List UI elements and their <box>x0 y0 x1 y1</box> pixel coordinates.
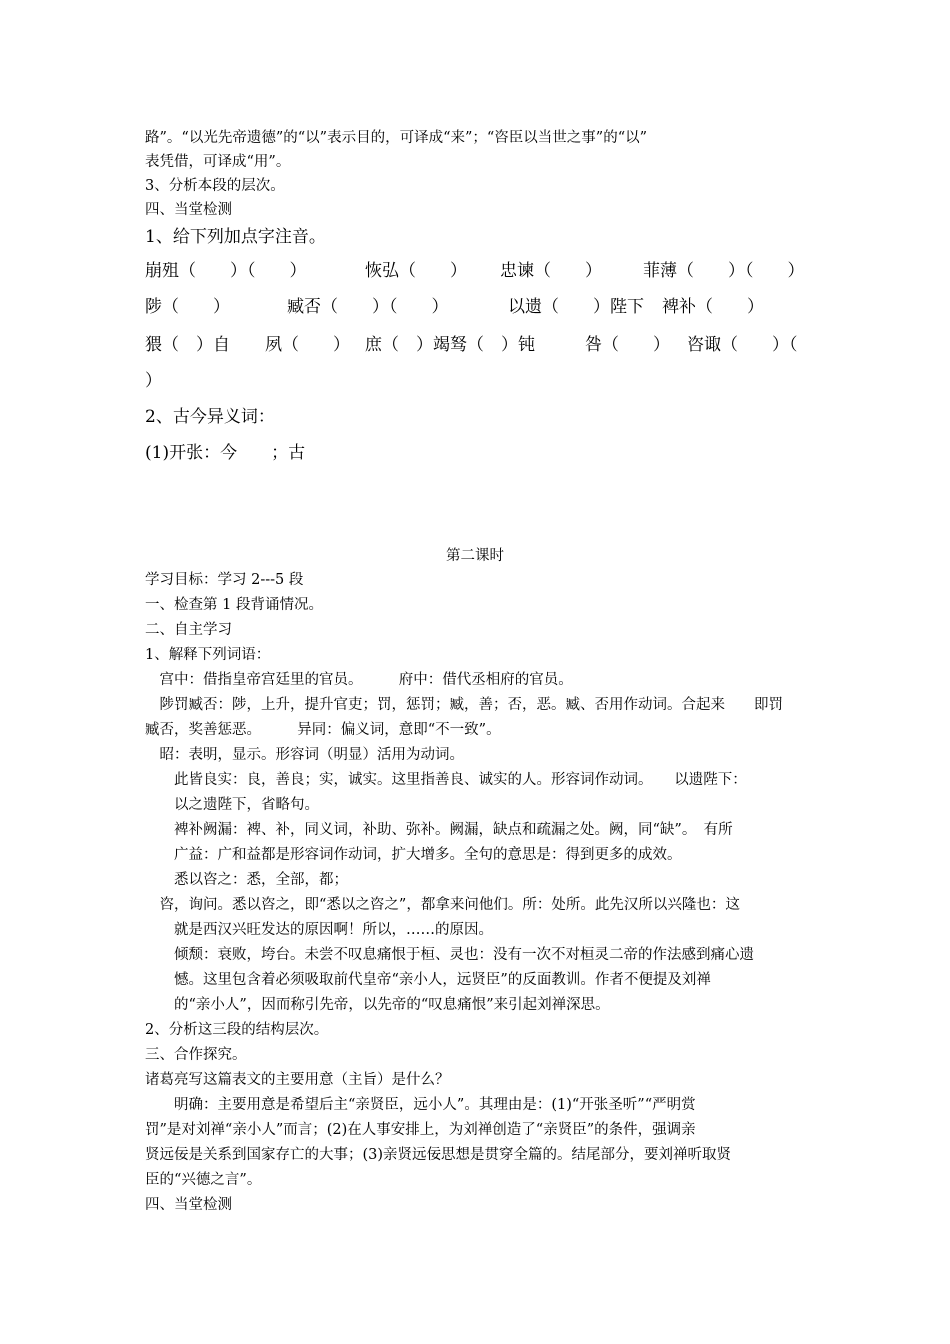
text-line: 臧否，奖善惩恶。 异同：偏义词，意即“不一致”。 <box>145 722 501 738</box>
text-line: 四、当堂检测 <box>145 1197 232 1213</box>
text-line: 四、当堂检测 <box>145 202 232 218</box>
pinyin-item: 夙（ ） <box>265 335 350 355</box>
pinyin-row-3 <box>145 330 805 360</box>
text-line: 三、合作探究。 <box>145 1047 247 1063</box>
question-title: 2、古今异义词： <box>145 407 275 427</box>
text-line: 宫中：借指皇帝宫廷里的官员。 府中：借代丞相府的官员。 <box>145 672 573 688</box>
pinyin-item: 菲薄（ ）（ ） <box>643 261 805 281</box>
pinyin-item: 猥（ ）自 <box>145 335 230 355</box>
pinyin-row-1 <box>145 256 805 286</box>
pinyin-item: 裨补（ ） <box>662 297 764 317</box>
question-item: (1)开张：今 ；古 <box>145 443 306 463</box>
pinyin-item: 臧否（ ）（ ） <box>287 297 449 317</box>
pinyin-item: 咎（ ） <box>585 335 670 355</box>
text-line: 憾。这里包含着必须吸取前代皇帝“亲小人，远贤臣”的反面教训。作者不便提及刘禅 <box>145 972 711 988</box>
text-line: 1、解释下列词语： <box>145 647 271 663</box>
text-line: 诸葛亮写这篇表文的主要用意（主旨）是什么？ <box>145 1072 450 1088</box>
text-line: 3、分析本段的层次。 <box>145 178 285 194</box>
text-line: 昭：表明，显示。形容词（明显）活用为动词。 <box>145 747 464 763</box>
text-line: 2、分析这三段的结构层次。 <box>145 1022 329 1038</box>
text-line: 陟罚臧否：陟，上升，提升官吏；罚，惩罚；臧，善；否，恶。臧、否用作动词。合起来 即罚 <box>145 697 783 713</box>
section-title: 第二课时 <box>446 548 504 564</box>
pinyin-item: 咨诹（ ）（ <box>687 335 798 355</box>
pinyin-item: 陟（ ） <box>145 297 230 317</box>
text-line: 悉以咨之：悉，全部，都； <box>145 872 348 888</box>
text-line: 贤远佞是关系到国家存亡的大事；(3)亲贤远佞思想是贯穿全篇的。结尾部分，要刘禅听取贤 <box>145 1147 732 1163</box>
pinyin-item: 崩殂（ ）（ ） <box>145 261 307 281</box>
text-line: 表凭借，可译成“用”。 <box>145 154 291 170</box>
text-line: 学习目标：学习 2---5 段 <box>145 572 304 588</box>
pinyin-row-4: ） <box>145 371 162 391</box>
pinyin-item: 恢弘（ ） <box>365 261 467 281</box>
text-line: 明确：主要用意是希望后主“亲贤臣，远小人”。其理由是：(1)“开张圣听”“严明赏 <box>145 1097 696 1113</box>
text-line: 臣的“兴德之言”。 <box>145 1172 262 1188</box>
pinyin-item: 庶（ ）竭驽（ ）钝 <box>365 335 535 355</box>
text-line: 一、检查第 1 段背诵情况。 <box>145 597 323 613</box>
text-line: 罚”是对刘禅“亲小人”而言；(2)在人事安排上，为刘禅创造了“亲贤臣”的条件，强调亲 <box>145 1122 696 1138</box>
pinyin-item: 以遗（ ）陛下 <box>508 297 644 317</box>
text-line: 此皆良实：良，善良；实，诚实。这里指善良、诚实的人。形容词作动词。 以遗陛下： <box>145 772 747 788</box>
text-line: 路”。“以光先帝遗德”的“以”表示目的，可译成“来”；“咨臣以当世之事”的“以” <box>145 130 648 146</box>
text-line: 的“亲小人”，因而称引先帝，以先帝的“叹息痛恨”来引起刘禅深思。 <box>145 997 610 1013</box>
text-line: 咨，询问。悉以咨之，即“悉以之咨之”，都拿来问他们。所：处所。此先汉所以兴隆也：这 <box>145 897 740 913</box>
pinyin-item: 忠谏（ ） <box>500 261 602 281</box>
text-line: 以之遗陛下，省略句。 <box>145 797 319 813</box>
text-line: 裨补阙漏：裨、补，同义词，补助、弥补。阙漏，缺点和疏漏之处。阙，同“缺”。 有所 <box>145 822 733 838</box>
text-line: 二、自主学习 <box>145 622 232 638</box>
text-line: 就是西汉兴旺发达的原因啊！所以，……的原因。 <box>145 922 493 938</box>
text-line: 倾颓：衰败，垮台。未尝不叹息痛恨于桓、灵也：没有一次不对桓灵二帝的作法感到痛心遗 <box>145 947 754 963</box>
pinyin-row-2 <box>145 292 805 322</box>
question-title: 1、给下列加点字注音。 <box>145 227 326 247</box>
text-line: 广益：广和益都是形容词作动词，扩大增多。全句的意思是：得到更多的成效。 <box>145 847 682 863</box>
